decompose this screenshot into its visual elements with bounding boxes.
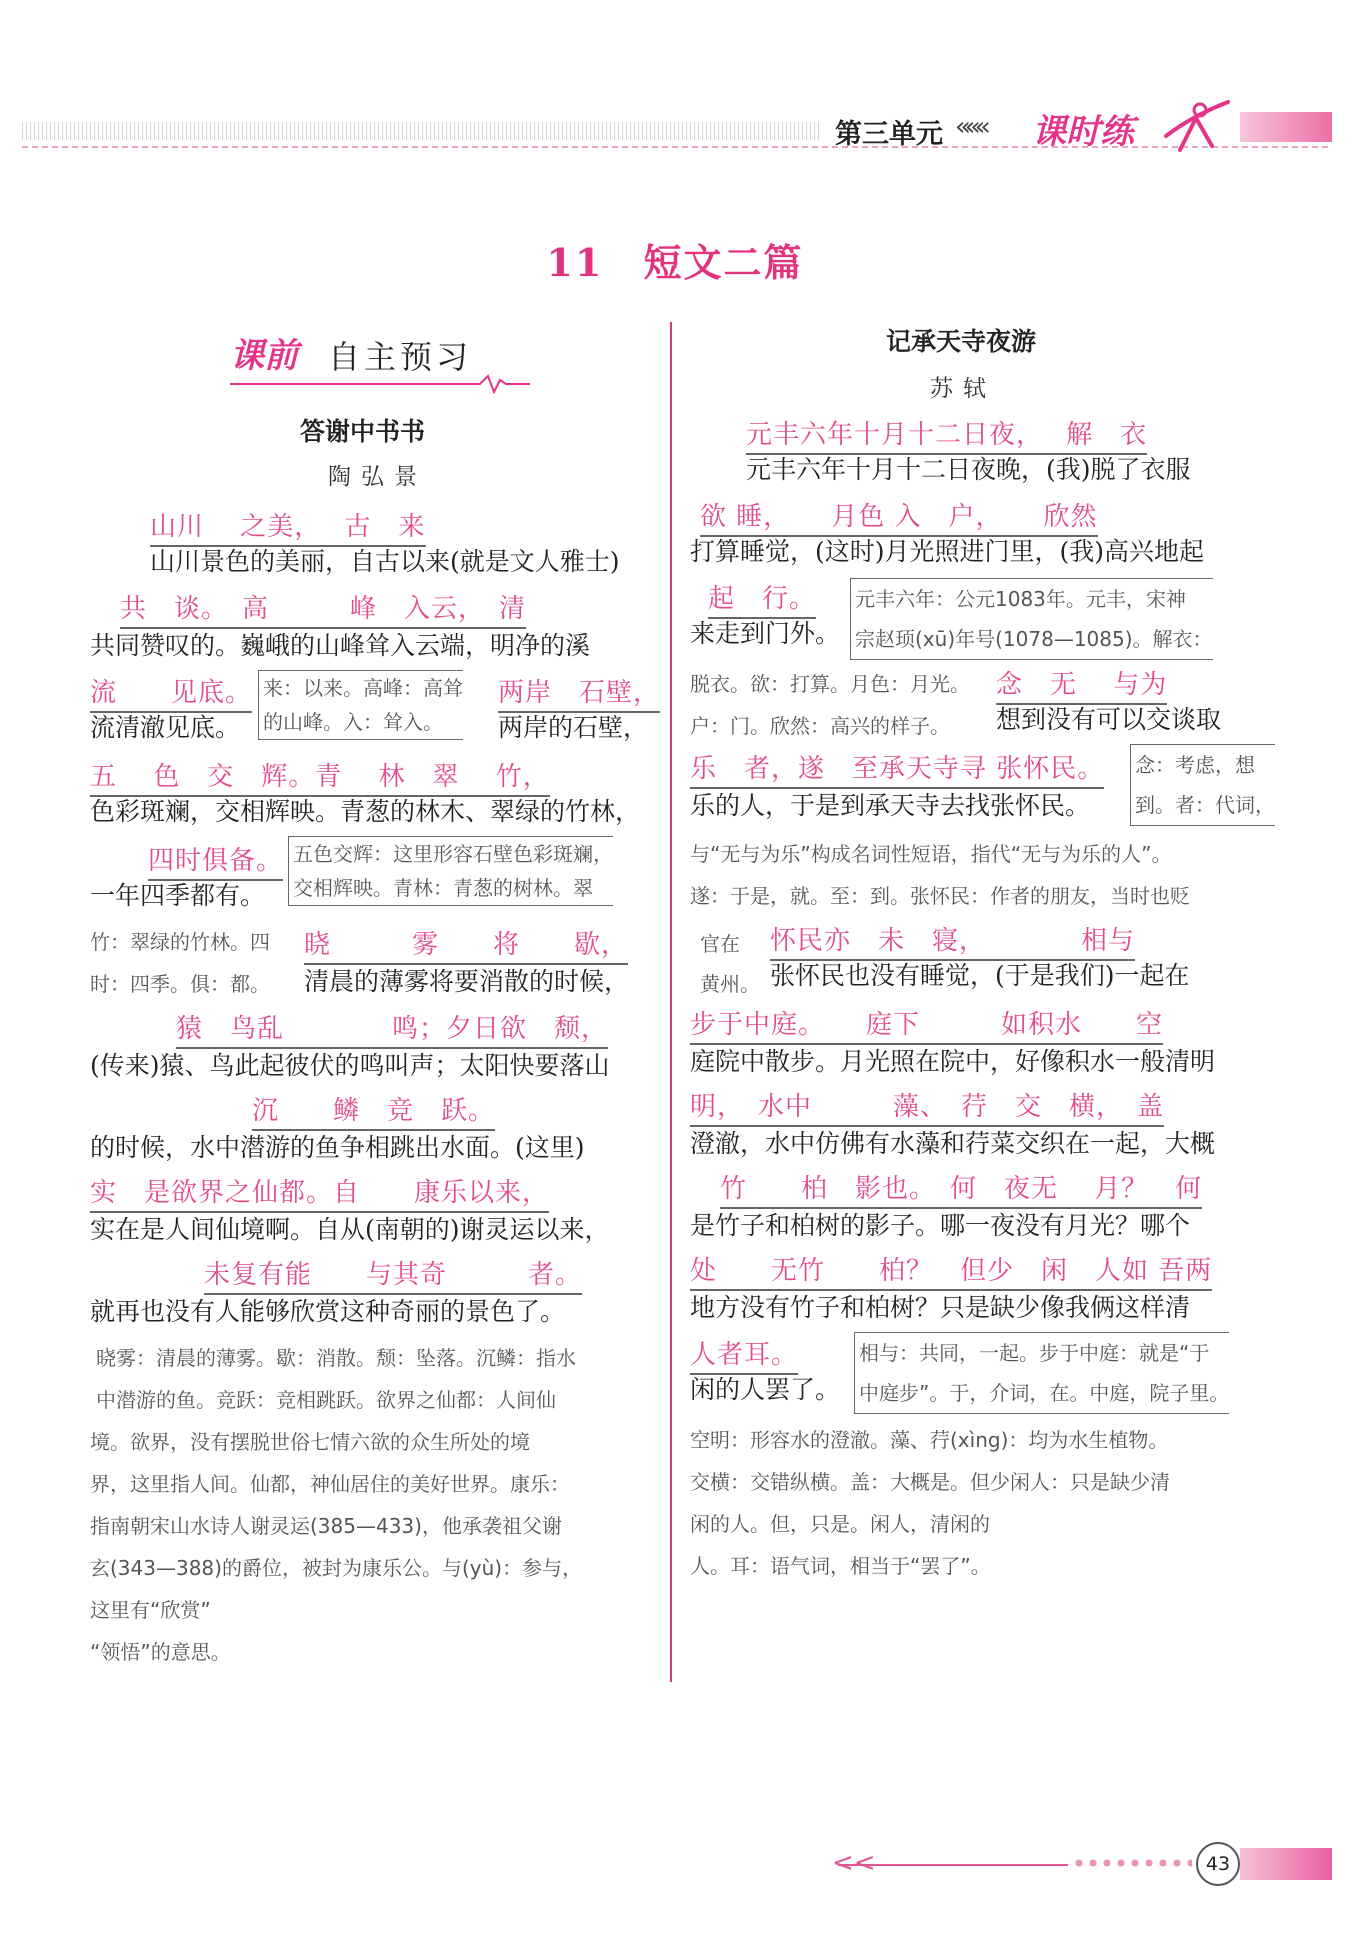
translation-line: 来走到门外。 [690, 619, 841, 648]
translation-line: 元丰六年十月十二日夜晚，(我)脱了衣服 [746, 455, 1191, 484]
unit-label: 第三单元 [835, 119, 943, 150]
footer-rule [838, 1864, 1068, 1866]
page-number: 43 [1196, 1842, 1240, 1886]
translation-line: 庭院中散步。月光照在院中，好像积水一般清明 [690, 1047, 1216, 1076]
translation-line: 实在是人间仙境啊。自从(南朝的)谢灵运以来， [90, 1215, 610, 1244]
annotation-line: 元丰六年十月十二日夜， 解 衣 [746, 414, 1147, 455]
note-line: 户：门。欣然：高兴的样子。 [690, 714, 950, 738]
translation-line: 清晨的薄雾将要消散的时候， [304, 967, 630, 996]
note-line: 脱衣。欲：打算。月色：月光。 [690, 672, 970, 696]
lesson-name: 短文二篇 [643, 240, 804, 285]
side-note-line: 念：考虑，想 [1135, 753, 1255, 777]
annotation-line: 步于中庭。 庭下 如积水 空 [690, 1004, 1163, 1045]
side-note-line: 黄州。 [700, 972, 760, 996]
arrow-left-icon: << [832, 1848, 876, 1878]
translation-line: 的时候，水中潜游的鱼争相跳出水面。(这里) [90, 1133, 585, 1162]
translation-line: 两岸的石壁， [498, 713, 649, 742]
note-line: 闲的人。但，只是。闲人，清闲的 [690, 1512, 990, 1536]
note-line: “领悟”的意思。 [90, 1640, 231, 1664]
translation-line: 地方没有竹子和柏树？只是缺少像我俩这样清 [690, 1293, 1191, 1322]
side-note [258, 670, 463, 740]
translation-line: 色彩斑斓，交相辉映。青葱的林木、翠绿的竹林， [90, 797, 641, 826]
note-line: 空明：形容水的澄澈。藻、荇(xìng)：均为水生植物。 [690, 1428, 1169, 1452]
translation-line: 张怀民也没有睡觉，(于是我们)一起在 [770, 961, 1190, 990]
badge-part-a: 课前 [230, 336, 298, 376]
note-line: 境。欲界，没有摆脱世俗七情六欲的众生所处的境 [90, 1430, 530, 1454]
annotation-line: 明， 水中 藻、 荇 交 横， 盖 [690, 1086, 1164, 1127]
translation-line: 闲的人罢了。 [690, 1375, 841, 1404]
annotation-line: 欲 睡， 月色 入 户， 欣然 [700, 496, 1098, 537]
translation-line: 是竹子和柏树的影子。哪一夜没有月光？哪个 [690, 1211, 1191, 1240]
annotation-line: 人者耳。 [690, 1334, 798, 1375]
note-line: 与“无与为乐”构成名词性短语，指代“无与为乐的人”。 [690, 842, 1172, 866]
side-note [1130, 744, 1275, 826]
translation-line: 山川景色的美丽，自古以来(就是文人雅士) [150, 547, 620, 576]
translation-line: 就再也没有人能够欣赏这种奇丽的景色了。 [90, 1297, 566, 1326]
translation-line: 澄澈，水中仿佛有水藻和荇菜交织在一起，大概 [690, 1129, 1216, 1158]
note-line: 时：四季。俱：都。 [90, 972, 270, 996]
side-note [850, 578, 1213, 660]
translation-line: 一年四季都有。 [90, 881, 266, 910]
prose-title: 记承天寺夜游 [886, 327, 1037, 356]
note-line: 界，这里指人间。仙都，神仙居住的美好世界。康乐： [90, 1472, 570, 1496]
translation-line: 想到没有可以交谈取 [996, 705, 1222, 734]
note-line: 这里有“欣赏” [90, 1598, 211, 1622]
annotation-line: 晓 雾 将 歇， [304, 924, 628, 965]
annotation-line: 实 是欲界之仙都。自 康乐以来， [90, 1172, 549, 1213]
annotation-line: 念 无 与为 [996, 664, 1167, 705]
note-line: 中潜游的鱼。竞跃：竞相跳跃。欲界之仙都：人间仙 [96, 1388, 556, 1412]
side-note-line: 相与：共同，一起。步于中庭：就是“于 [859, 1341, 1210, 1365]
side-note-line: 元丰六年：公元1083年。元丰，宋神 [855, 587, 1186, 611]
poem-author: 陶弘景 [328, 464, 427, 490]
note-line: 指南朝宋山水诗人谢灵运(385—433)，他承袭祖父谢 [90, 1514, 562, 1538]
annotation-line: 两岸 石壁， [498, 672, 660, 713]
brand-logo: 课时练 [1032, 112, 1134, 152]
annotation-line: 山川 之美， 古 来 [150, 506, 426, 547]
note-line: 遂：于是，就。至：到。张怀民：作者的朋友，当时也贬 [690, 884, 1190, 908]
badge-part-b: 自主预习 [328, 338, 473, 376]
annotation-line: 处 无竹 柏？ 但少 闲 人如 吾两 [690, 1250, 1212, 1291]
annotation-line: 沉 鳞 竞 跃。 [252, 1090, 495, 1131]
side-note-line: 交相辉映。青林：青葱的树林。翠 [293, 876, 593, 900]
translation-line: (传来)猿、鸟此起彼伏的鸣叫声；太阳快要落山 [90, 1051, 610, 1080]
annotation-line: 怀民亦 未 寝， 相与 [770, 920, 1135, 961]
column-divider [670, 322, 672, 1682]
side-note [288, 836, 613, 906]
side-note-line: 中庭步”。于，介词，在。中庭，院子里。 [859, 1381, 1230, 1405]
side-note-line: 来：以来。高峰：高耸 [263, 676, 463, 700]
footer-color-bar [1240, 1848, 1332, 1880]
lesson-number: 11 [546, 240, 604, 285]
annotation-line: 乐 者，遂 至承天寺寻 张怀民。 [690, 748, 1104, 789]
header-hatch [22, 122, 822, 140]
side-note-line: 到。者：代词， [1135, 793, 1275, 817]
translation-line: 流清澈见底。 [90, 713, 241, 742]
note-line: 竹：翠绿的竹林。四 [90, 930, 270, 954]
translation-line: 乐的人，于是到承天寺去找张怀民。 [690, 791, 1091, 820]
lesson-title [0, 232, 1350, 287]
annotation-line: 五 色 交 辉。青 林 翠 竹， [90, 756, 550, 797]
badge-underline [230, 374, 530, 394]
side-note-line: 的山峰。入：耸入。 [263, 710, 443, 734]
chevron-left-icon: ««« [955, 112, 985, 142]
annotation-line: 共 谈。 高 峰 入云， 清 [120, 588, 526, 629]
note-line: 交横：交错纵横。盖：大概是。但少闲人：只是缺少清 [690, 1470, 1170, 1494]
translation-line: 打算睡觉，(这时)月光照进门里，(我)高兴地起 [690, 537, 1205, 566]
annotation-line: 流 见底。 [90, 672, 252, 713]
note-line: 晓雾：清晨的薄雾。歇：消散。颓：坠落。沉鳞：指水 [96, 1346, 576, 1370]
annotation-line: 四时俱备。 [148, 840, 283, 881]
section-badge [230, 328, 530, 388]
annotation-line: 未复有能 与其奇 者。 [204, 1254, 582, 1295]
note-line: 玄(343—388)的爵位，被封为康乐公。与(yù)：参与， [90, 1556, 583, 1580]
side-note [700, 924, 760, 1004]
annotation-line: 起 行。 [708, 578, 816, 619]
side-note [854, 1332, 1229, 1414]
star-swoosh-icon [1162, 96, 1234, 156]
translation-line: 共同赞叹的。巍峨的山峰耸入云端，明净的溪 [90, 631, 591, 660]
annotation-line: 猿 鸟乱 鸣；夕日欲 颓， [176, 1008, 608, 1049]
side-note-line: 宗赵顼(xū)年号(1078—1085)。解衣： [855, 627, 1213, 651]
note-line: 人。耳：语气词，相当于“罢了”。 [690, 1554, 991, 1578]
side-note-line: 官在 [700, 932, 740, 956]
prose-author: 苏轼 [930, 376, 996, 402]
footer-dots [1072, 1856, 1192, 1870]
annotation-line: 竹 柏 影也。 何 夜无 月？ 何 [720, 1168, 1202, 1209]
side-note-line: 五色交辉：这里形容石壁色彩斑斓， [293, 842, 613, 866]
poem-title: 答谢中书书 [300, 417, 426, 446]
header-color-bar [1240, 112, 1332, 142]
